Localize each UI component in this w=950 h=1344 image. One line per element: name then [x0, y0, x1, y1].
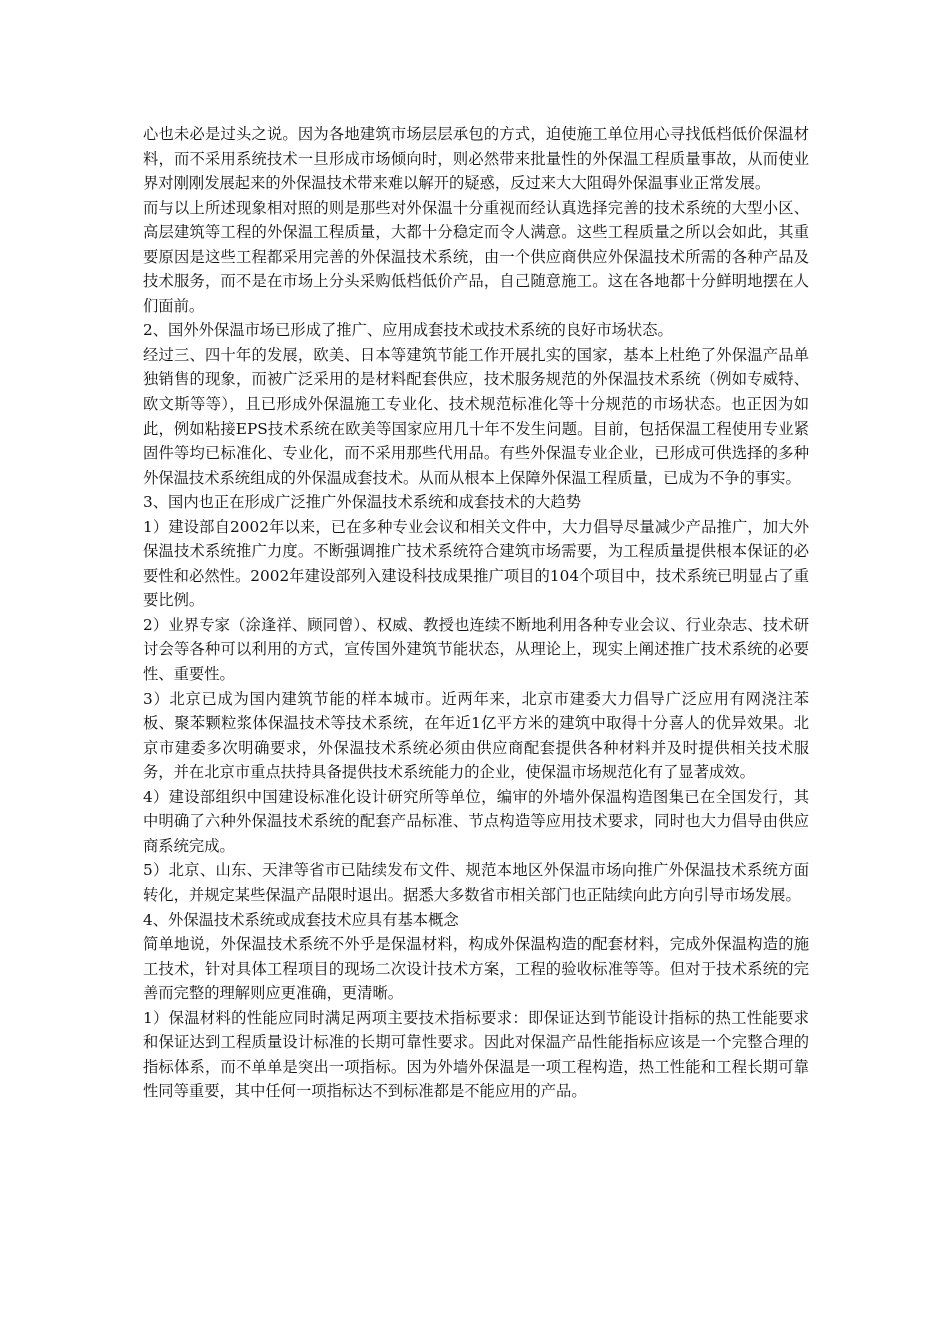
- list-item: 4）建设部组织中国建设标准化设计研究所等单位，编审的外墙外保温构造图集已在全国发行，其中明确了六种外保温技术系统的配套产品标准、节点构造等应用技术要求，同时也大力倡导由供应商系统完成。: [143, 787, 809, 855]
- list-item: 2）业界专家（涂逢祥、顾同曾）、权威、教授也连续不断地利用各种专业会议、行业杂志、技术研讨会等各种可以利用的方式，宣传国外建筑节能状态，从理论上，现实上阐述推广技术系统的必要性、重要性。: [143, 615, 809, 684]
- list-item: 1）保温材料的性能应同时满足两项主要技术指标要求：即保证达到节能设计指标的热工性能要求和保证达到工程质量设计标准的长期可靠性要求。因此对保温产品性能指标应该是一个完整合理的指标体系，而不单单是突出一项指标。因为外墙外保温是一项工程构造，热工性能和工程长期可靠性同等重要，其中任何一项指标达不到标准都是不能应用的产品。: [143, 1008, 809, 1101]
- paragraph: 经过三、四十年的发展，欧美、日本等建筑节能工作开展扎实的国家，基本上杜绝了外保温产品单独销售的现象，而被广泛采用的是材料配套供应，技术服务规范的外保温技术系统（例如专威特、欧文斯等等），且已形成外保温施工专业化、技术规范标准化等十分规范的市场状态。也正因为如此，例如粘接EPS技术系统在欧美等国家应用几十年不发生问题。目前，包括保温工程使用专业紧固件等均已标准化、专业化，而不采用那些代用品。有些外保温专业企业，已形成可供选择的多种外保温技术系统组成的外保温成套技术。从而从根本上保障外保温工程质量，已成为不争的事实。: [143, 345, 809, 487]
- paragraph: 而与以上所述现象相对照的则是那些对外保温十分重视而经认真选择完善的技术系统的大型小区、高层建筑等工程的外保温工程质量，大都十分稳定而令人满意。这些工程质量之所以会如此，其重要原因是这些工程都采用完善的外保温技术系统，由一个供应商供应外保温技术所需的各种产品及技术服务，而不是在市场上分头采购低档低价产品，自己随意施工。这在各地都十分鲜明地摆在人们面前。: [143, 198, 809, 315]
- document-page: [143, 122, 809, 1104]
- paragraph: 简单地说，外保温技术系统不外乎是保温材料，构成外保温构造的配套材料，完成外保温构造的施工技术，针对具体工程项目的现场二次设计技术方案，工程的验收标准等等。但对于技术系统的完善而完整的理解则应更准确，更清晰。: [143, 935, 809, 1003]
- section-heading: 2、国外外保温市场已形成了推广、应用成套技术或技术系统的良好市场状态。: [143, 321, 673, 340]
- list-item: 5）北京、山东、天津等省市已陆续发布文件、规范本地区外保温市场向推广外保温技术系统方面转化，并规定某些保温产品限时退出。据悉大多数省市相关部门也正陆续向此方向引导市场发展。: [143, 861, 809, 904]
- list-item: 3）北京已成为国内建筑节能的样本城市。近两年来，北京市建委大力倡导广泛应用有网浇注苯板、聚苯颗粒浆体保温技术等技术系统，在年近1亿平方米的建筑中取得十分喜人的优异效果。北京市建委多次明确要求，外保温技术系统必须由供应商配套提供各种材料并及时提供相关技术服务，并在北京市重点扶持具备提供技术系统能力的企业，使保温市场规范化有了显著成效。: [143, 689, 809, 782]
- section-heading: 4、外保温技术系统或成套技术应具有基本概念: [143, 910, 459, 929]
- section-heading: 3、国内也正在形成广泛推广外保温技术系统和成套技术的大趋势: [143, 493, 582, 512]
- list-item: 1）建设部自2002年以来，已在多种专业会议和相关文件中，大力倡导尽量减少产品推广，加大外保温技术系统推广力度。不断强调推广技术系统符合建筑市场需要，为工程质量提供根本保证的必要性和必然性。2002年建设部列入建设科技成果推广项目的104个项目中，技术系统已明显占了重要比例。: [143, 517, 809, 610]
- paragraph: 心也未必是过头之说。因为各地建筑市场层层承包的方式，迫使施工单位用心寻找低档低价保温材料，而不采用系统技术一旦形成市场倾向时，则必然带来批量性的外保温工程质量事故，从而使业界对刚刚发展起来的外保温技术带来难以解开的疑惑，反过来大大阻碍外保温事业正常发展。: [143, 125, 809, 193]
